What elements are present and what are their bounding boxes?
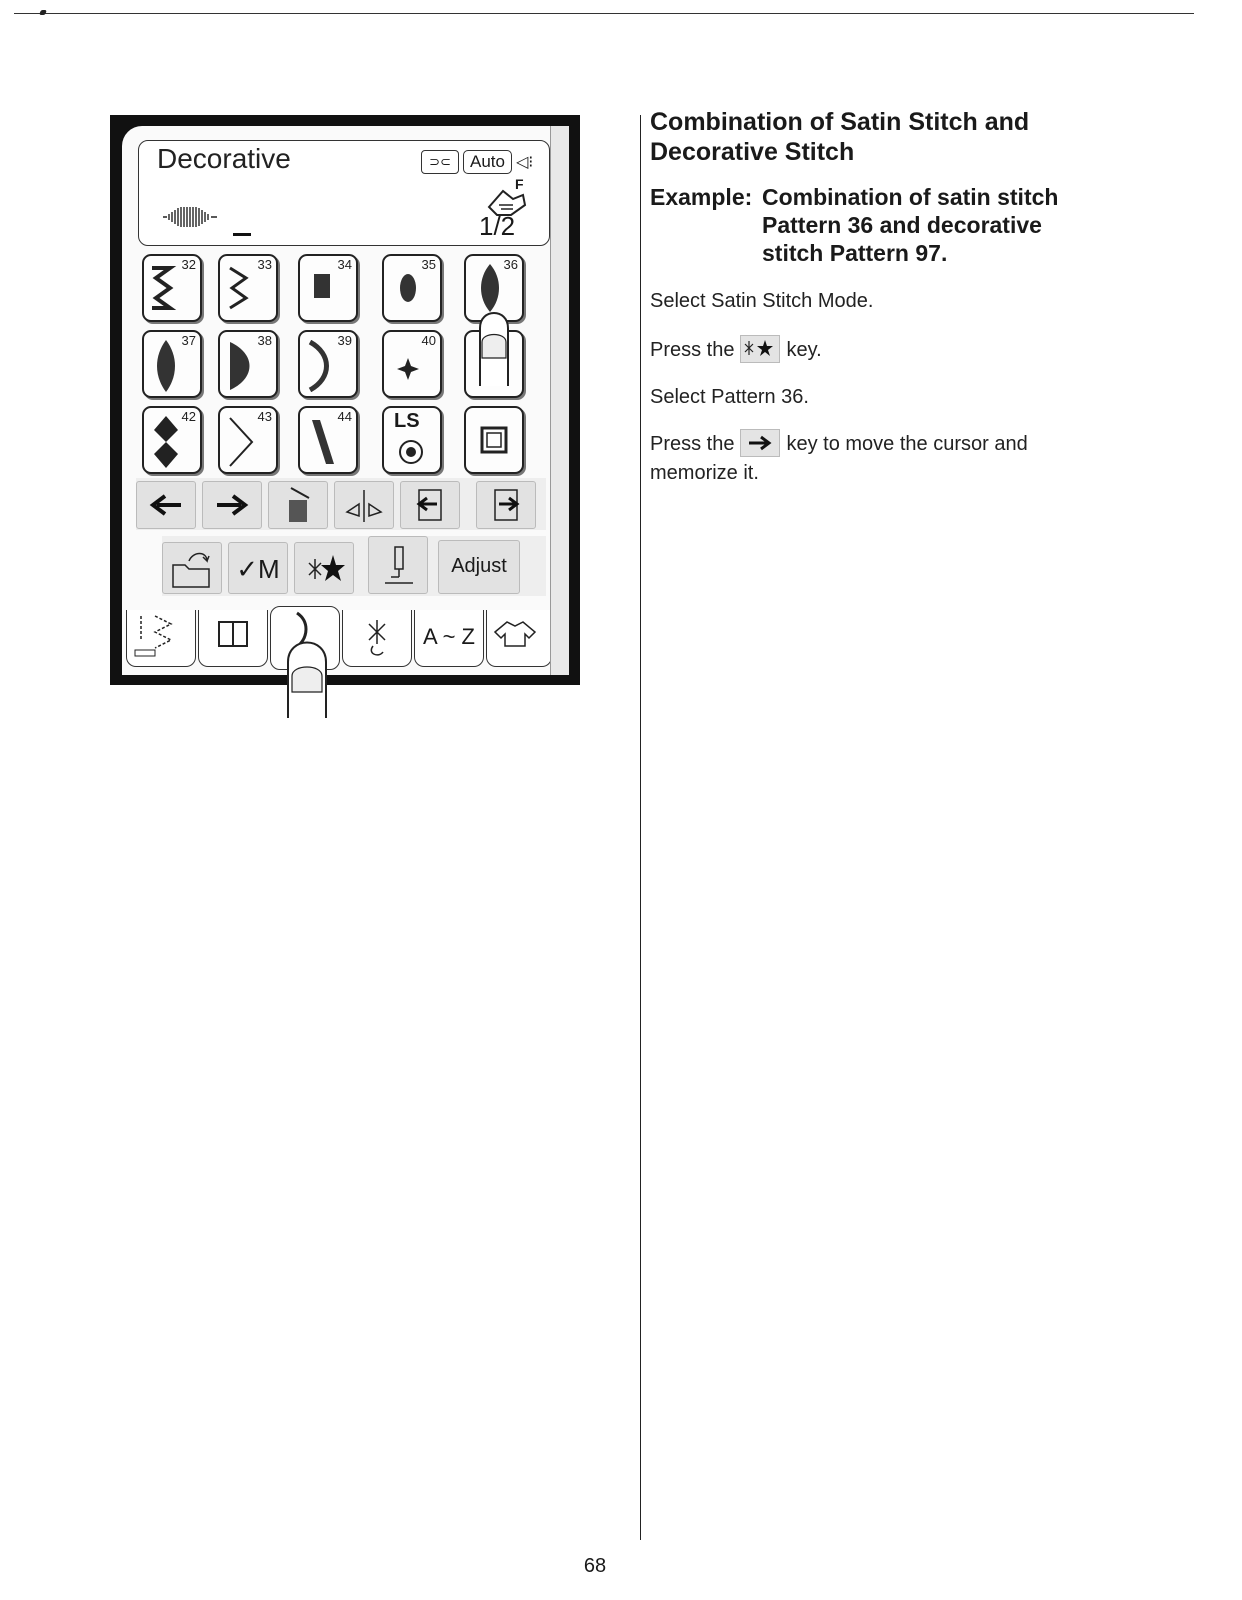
tab-alphabet-label: A ~ Z [423, 624, 475, 649]
buttonhole-icon [199, 610, 267, 660]
status-display [138, 140, 550, 246]
ls-label: LS [394, 410, 420, 432]
step-2 [650, 336, 1080, 365]
step-4 [650, 430, 1080, 488]
tab-alphabet[interactable] [414, 610, 484, 667]
insert-left-key[interactable] [400, 481, 460, 529]
top-rule [14, 13, 1194, 14]
square-icon [480, 426, 508, 454]
satin-star-icon [741, 336, 779, 362]
mode-tabs [122, 606, 568, 675]
top-mark [39, 10, 47, 15]
pattern-button-35[interactable] [382, 254, 442, 322]
column-divider [640, 115, 641, 1540]
page-number: 68 [583, 1555, 607, 1577]
function-key-row [162, 536, 546, 596]
pattern-button-44[interactable] [298, 406, 358, 474]
arrow-right-icon [741, 430, 779, 456]
auto-button[interactable]: Auto [463, 150, 512, 174]
page-indicator: 1/2 [479, 211, 516, 241]
pattern-button-43[interactable] [218, 406, 278, 474]
folder-key[interactable] [162, 542, 222, 594]
pattern-button-42[interactable] [142, 406, 202, 474]
step-1: Select Satin Stitch Mode. [650, 290, 874, 312]
step-4-before: Press the [650, 433, 735, 455]
pattern-number: 43 [257, 409, 272, 424]
pattern-number: 39 [337, 333, 352, 348]
mode-title: Decorative [157, 143, 291, 174]
stitch-icon [390, 264, 430, 312]
adjust-key[interactable]: Adjust [438, 540, 520, 594]
needle-stop-icon [397, 438, 425, 466]
speaker-icon[interactable]: ◁⁝ [515, 154, 534, 171]
tab-utility[interactable] [126, 610, 196, 667]
pattern-number: 32 [181, 257, 196, 272]
memory-key[interactable]: ✓M [228, 542, 288, 594]
selected-pattern-icon [161, 203, 221, 231]
lcd-right-edge [550, 126, 569, 675]
needle-position-key[interactable] [368, 536, 428, 594]
pattern-number: 38 [257, 333, 272, 348]
step-4-after: key to move the cursor and memorize it. [650, 433, 1028, 484]
arrow-left-key[interactable] [136, 481, 196, 529]
step-3: Select Pattern 36. [650, 386, 809, 408]
example-label: Example: [650, 184, 753, 210]
stitch-icon [306, 264, 346, 312]
pattern-button-40[interactable] [382, 330, 442, 398]
satin-star-icon [295, 543, 353, 593]
pattern-button-33[interactable] [218, 254, 278, 322]
insert-left-icon [401, 482, 459, 528]
lock-stitch-icon[interactable]: ⊃⊂ [421, 150, 459, 174]
section-heading: Combination of Satin Stitch and Decorative Stitch [650, 108, 1030, 166]
satin-star-key-inline [740, 335, 780, 363]
pattern-number: 33 [257, 257, 272, 272]
insert-right-key[interactable] [476, 481, 536, 529]
stitch-icon [150, 416, 190, 468]
pattern-number: 34 [337, 257, 352, 272]
ls-button[interactable] [382, 406, 442, 474]
stitch-icon [306, 416, 346, 468]
delete-key[interactable] [268, 481, 328, 529]
stitch-icon [226, 340, 266, 392]
arrow-right-icon [203, 482, 261, 528]
foot-label: F [515, 176, 524, 192]
stitch-icon [226, 416, 266, 468]
pattern-number: 44 [337, 409, 352, 424]
finger-pointer-icon [468, 298, 528, 390]
auto-lock-group [421, 149, 533, 175]
pattern-number: 37 [181, 333, 196, 348]
stitch-icon [226, 264, 256, 312]
pattern-number: 36 [503, 257, 518, 272]
pattern-button-39[interactable] [298, 330, 358, 398]
mirror-icon [335, 482, 393, 528]
cursor [233, 233, 251, 236]
example-text: Combination of satin stitch Pattern 36 and decorative stitch Pattern 97. [762, 184, 1059, 266]
pattern-number: 35 [421, 257, 436, 272]
arrow-right-key[interactable] [202, 481, 262, 529]
finger-pointer-icon [282, 632, 342, 720]
folder-icon [163, 543, 221, 593]
stitch-icon [150, 340, 190, 392]
step-2-before: Press the [650, 339, 735, 361]
step-2-after: key. [786, 339, 822, 361]
square-button[interactable] [464, 406, 524, 474]
trash-icon [269, 482, 327, 528]
pattern-button-32[interactable] [142, 254, 202, 322]
stitch-icon [150, 264, 180, 312]
satin-star-key[interactable] [294, 542, 354, 594]
pattern-number: 40 [421, 333, 436, 348]
arrow-right-key-inline [740, 429, 780, 457]
arrow-left-icon [137, 482, 195, 528]
needle-position-icon [369, 537, 427, 593]
utility-stitch-icon [127, 610, 195, 660]
shirt-icon [487, 610, 551, 660]
lcd-screen [122, 126, 568, 675]
pattern-number: 42 [181, 409, 196, 424]
edit-key-row [136, 478, 546, 530]
pattern-button-38[interactable] [218, 330, 278, 398]
decorative-stitch-icon [343, 610, 411, 660]
pattern-button-34[interactable] [298, 254, 358, 322]
stitch-icon [390, 340, 430, 392]
insert-right-icon [477, 482, 535, 528]
pattern-button-37[interactable] [142, 330, 202, 398]
tab-decorative[interactable] [342, 610, 412, 667]
stitch-icon [306, 340, 346, 392]
mirror-key[interactable] [334, 481, 394, 529]
tab-buttonhole[interactable] [198, 610, 268, 667]
tab-garment[interactable] [486, 610, 552, 667]
